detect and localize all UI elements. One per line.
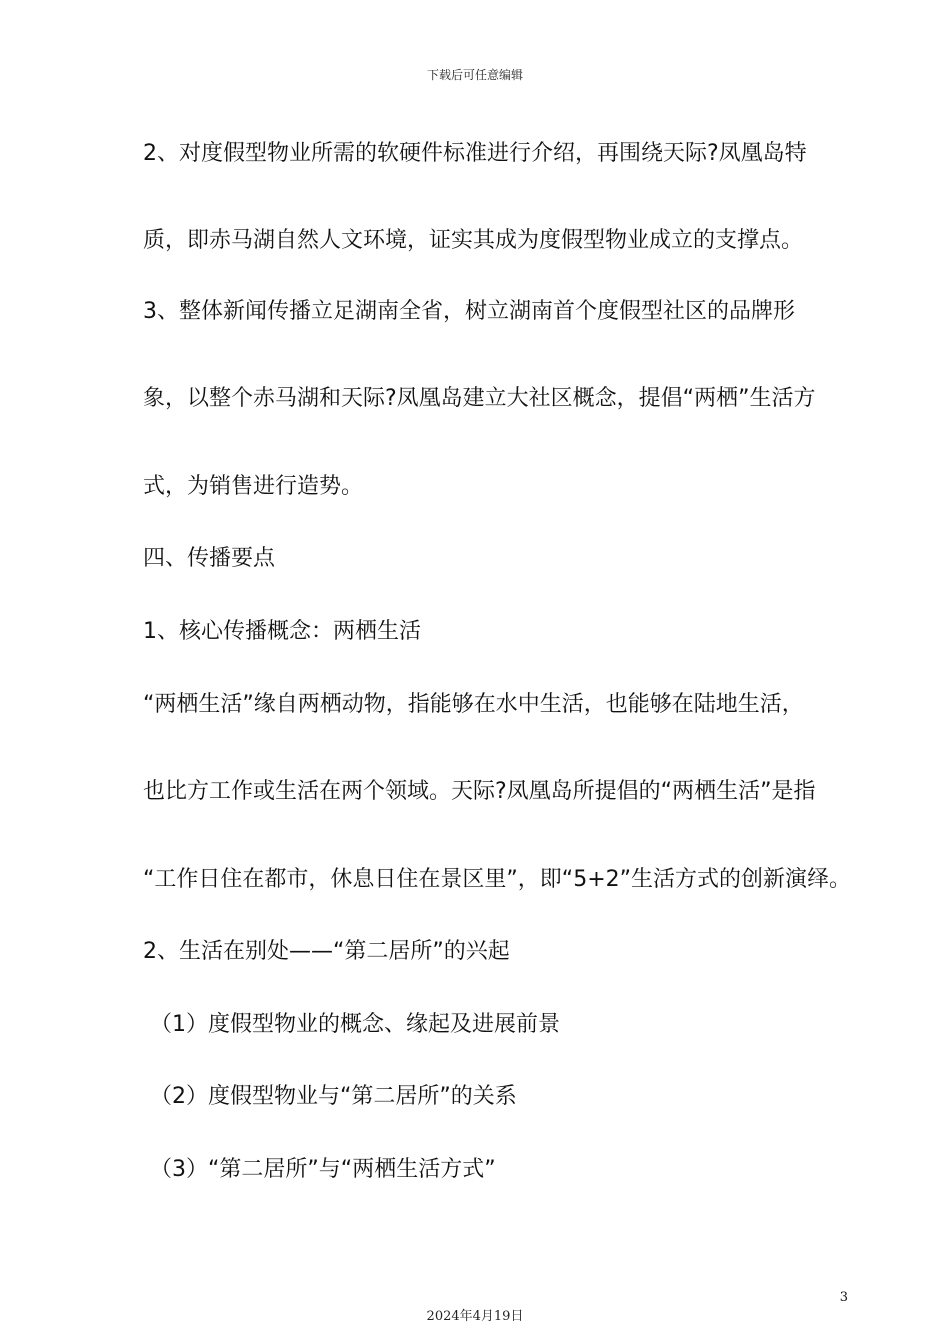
page-footer-date: 2024年4月19日 <box>426 1309 524 1324</box>
paragraph-line: “工作日住在都市，休息日住在景区里”，即“5+2”生活方式的创新演绎。 <box>143 867 852 892</box>
paragraph-line: 质，即赤马湖自然人文环境，证实其成为度假型物业成立的支撑点。 <box>143 228 804 253</box>
page-number: 3 <box>839 1290 848 1305</box>
subsection-heading: 1、核心传播概念：两栖生活 <box>143 619 421 644</box>
list-item: （2）度假型物业与“第二居所”的关系 <box>150 1084 517 1109</box>
paragraph-line: 也比方工作或生活在两个领域。天际?凤凰岛所提倡的“两栖生活”是指 <box>143 779 816 804</box>
list-item: （3）“第二居所”与“两栖生活方式” <box>150 1157 496 1182</box>
list-item: （1）度假型物业的概念、缘起及进展前景 <box>150 1012 560 1037</box>
paragraph-line: “两栖生活”缘自两栖动物，指能够在水中生活，也能够在陆地生活， <box>143 692 804 717</box>
paragraph-line: 3、整体新闻传播立足湖南全省，树立湖南首个度假型社区的品牌形 <box>143 299 795 324</box>
paragraph-line: 象，以整个赤马湖和天际?凤凰岛建立大社区概念，提倡“两栖”生活方 <box>143 386 816 411</box>
paragraph-line: 式，为销售进行造势。 <box>143 474 364 499</box>
subsection-heading: 2、生活在别处——“第二居所”的兴起 <box>143 939 510 964</box>
page-header: 下载后可任意编辑 <box>426 68 523 82</box>
section-heading: 四、传播要点 <box>143 546 276 571</box>
paragraph-line: 2、对度假型物业所需的软硬件标准进行介绍，再围绕天际?凤凰岛特 <box>143 141 807 166</box>
